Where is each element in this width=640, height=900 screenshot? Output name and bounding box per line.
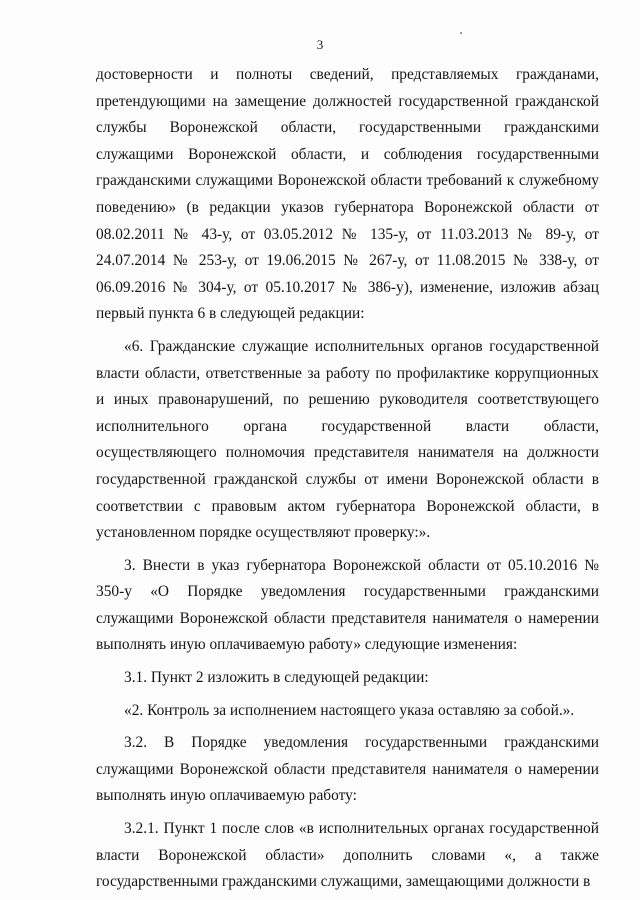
paragraph-item-3-2-1: 3.2.1. Пункт 1 после слов «в исполнительных органах государственной власти Воронежской области» дополнить словами «, а также государственными гражданскими служащими, замещающими должности в (96, 820, 599, 891)
paragraph-item-3-2: 3.2. В Порядке уведомления государственными гражданскими служащими Воронежской области представителя нанимателя о намерении выполнять иную оплачиваемую работу: (96, 734, 599, 805)
document-body (96, 62, 599, 896)
paragraph-item-3-1: 3.1. Пункт 2 изложить в следующей редакции: (124, 669, 429, 687)
paragraph-continuation: достоверности и полноты сведений, представляемых гражданами, претендующими на замещение должностей государственной гражданской службы Воронежской области, государственными гражданскими служащими Воронежской области, и соблюдения государственными гражданскими служащими Воронежской области требований к служебному поведению» (в редакции указов губернатора Воронежской области от 08.02.2011 № 43-у, от 03.05.2012 № 135-у, от 11.03.2013 № 89-у, от 24.07.2014 № 253-у, от 19.06.2015 № 267-у, от 11.08.2015 № 338-у, от 06.09.2016 № 304-у, от 05.10.2017 № 386-у), изменение, изложив абзац первый пункта 6 в следующей редакции: (96, 66, 599, 323)
page-number: 3 (316, 37, 324, 52)
paragraph-quoted-item-6: «6. Гражданские служащие исполнительных органов государственной власти области, ответственные за работу по профилактике коррупционных и иных правонарушений, по решению руководителя соответствующего исполнительного органа государственной власти области, осуществляющего полномочия представителя нанимателя на должности государственной гражданской службы от имени Воронежской области в соответствии с правовым актом губернатора Воронежской области, в установленном порядке осуществляют проверку:». (96, 337, 599, 542)
paragraph-quoted-item-2: «2. Контроль за исполнением настоящего указа оставляю за собой.». (124, 701, 575, 719)
scan-artifact-dot (460, 32, 462, 34)
paragraph-item-3: 3. Внести в указ губернатора Воронежской области от 05.10.2016 № 350-у «О Порядке уведомления государственными гражданскими служащими Воронежской области представителя нанимателя о намерении выполнять иную оплачиваемую работу» следующие изменения: (96, 556, 599, 654)
